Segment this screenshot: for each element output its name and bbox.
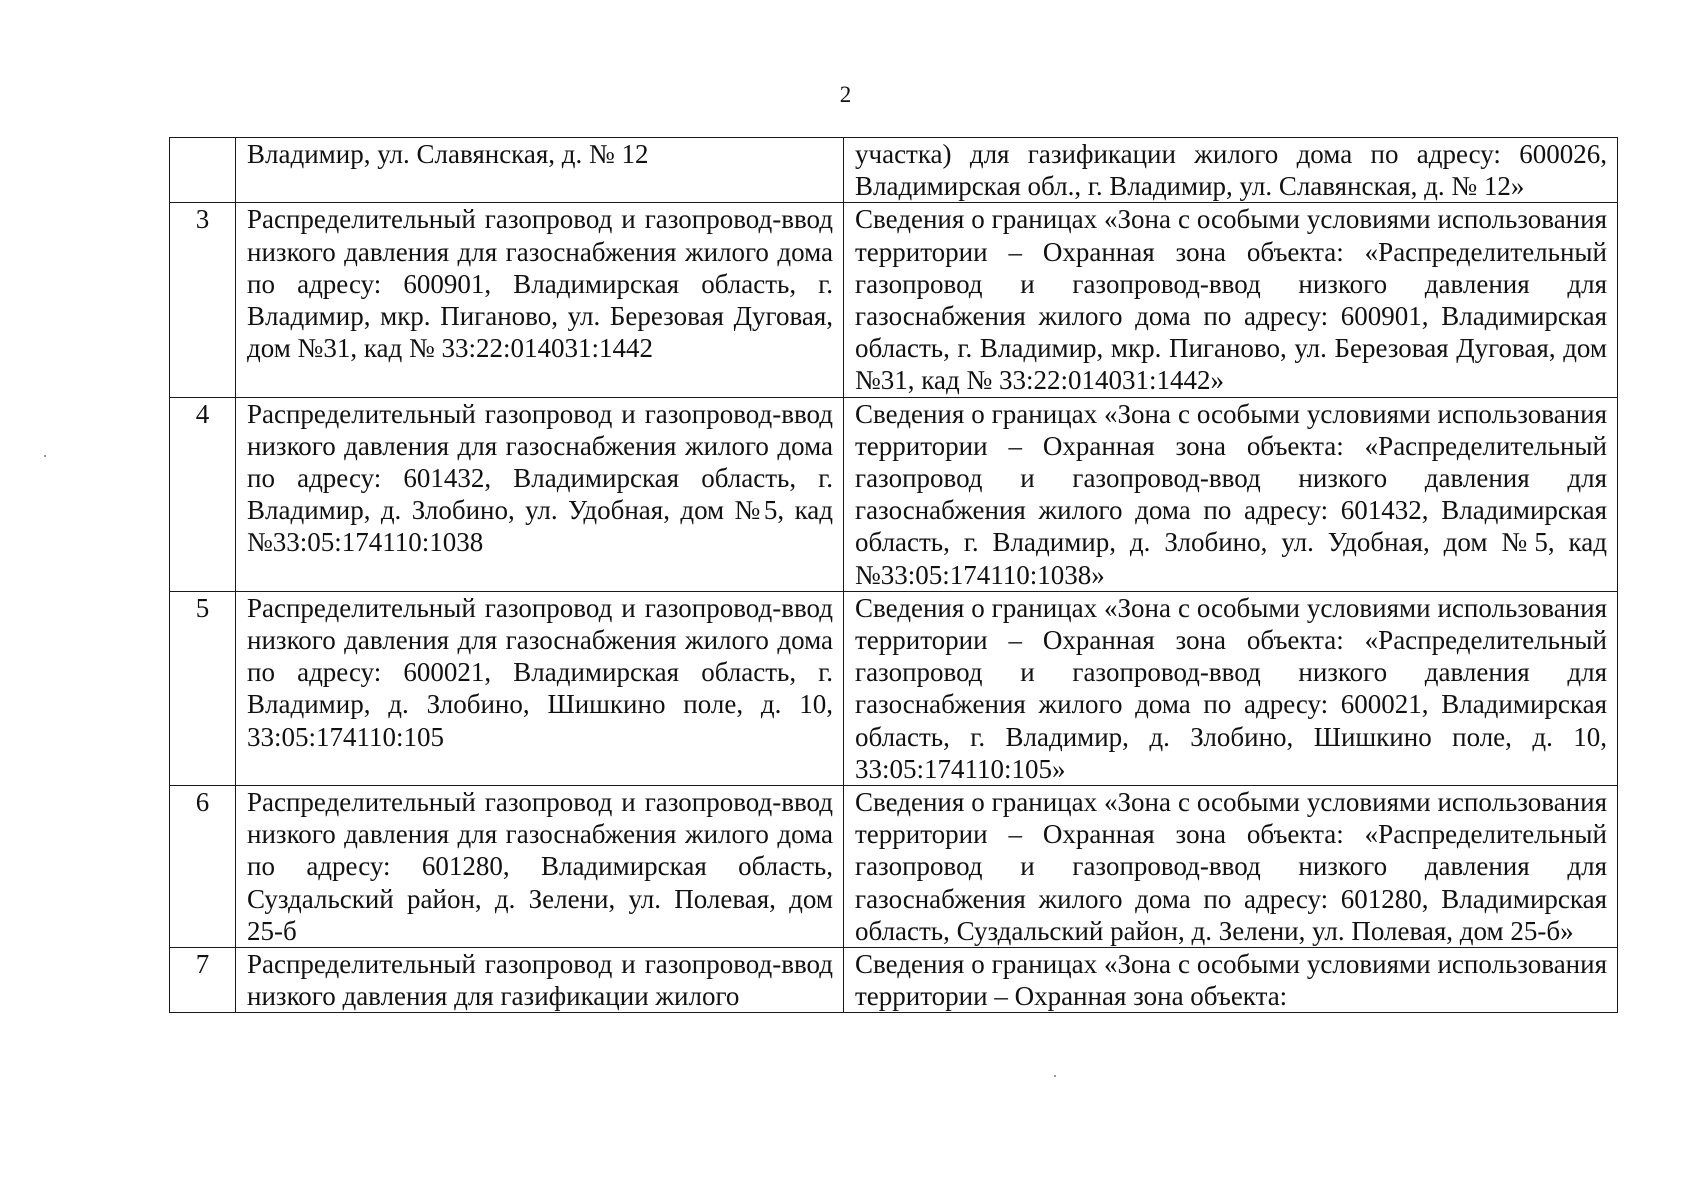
object-description-text: Распределительный газопровод и газопровод-ввод низкого давления для газификации жилого	[247, 949, 833, 1012]
object-description: Владимир, ул. Славянская, д. № 12	[236, 138, 844, 203]
page-number: 2	[839, 82, 852, 107]
object-description	[236, 948, 844, 1013]
object-description: Распределительный газопровод и газопровод-ввод низкого давления для газоснабжения жилого дома по адресу: 600021, Владимирская область, г. Владимир, д. Злобино, Шишкино поле, д. 10, 33:05:174110:105	[236, 591, 844, 785]
row-number	[170, 138, 236, 203]
zones-table	[169, 137, 1618, 1013]
table-row	[170, 203, 1618, 397]
table-row	[170, 397, 1618, 591]
table-row	[170, 948, 1618, 1013]
object-description: Распределительный газопровод и газопровод-ввод низкого давления для газоснабжения жилого дома по адресу: 601280, Владимирская область, Суздальский район, д. Зелени, ул. Полевая, дом 25-б	[236, 786, 844, 948]
row-number: 4	[170, 397, 236, 591]
scan-speck	[44, 455, 46, 457]
zone-info: Сведения о границах «Зона с особыми условиями использования территории – Охранная зона объекта: «Распределительный газопровод и газопровод-ввод низкого давления для газоснабжения жилого дома по адресу: 600021, Владимирская область, г. Владимир, д. Злобино, Шишкино поле, д. 10, 33:05:174110:105»	[844, 591, 1618, 785]
row-number: 6	[170, 786, 236, 948]
row-number-text: 7	[195, 949, 210, 980]
zone-info-text: Сведения о границах «Зона с особыми условиями использования территории – Охранная зона объекта:	[855, 949, 1607, 1012]
table-row	[170, 591, 1618, 785]
object-description: Распределительный газопровод и газопровод-ввод низкого давления для газоснабжения жилого дома по адресу: 600901, Владимирская область, г. Владимир, мкр. Пиганово, ул. Березовая Дуговая, дом №31, кад № 33:22:014031:1442	[236, 203, 844, 397]
zone-info: участка) для газификации жилого дома по адресу: 600026, Владимирская обл., г. Владимир, ул. Славянская, д. № 12»	[844, 138, 1618, 203]
row-number: 5	[170, 591, 236, 785]
zone-info: Сведения о границах «Зона с особыми условиями использования территории – Охранная зона объекта: «Распределительный газопровод и газопровод-ввод низкого давления для газоснабжения жилого дома по адресу: 601432, Владимирская область, г. Владимир, д. Злобино, ул. Удобная, дом №5, кад №33:05:174110:1038»	[844, 397, 1618, 591]
table-row	[170, 786, 1618, 948]
object-description: Распределительный газопровод и газопровод-ввод низкого давления для газоснабжения жилого дома по адресу: 601432, Владимирская область, г. Владимир, д. Злобино, ул. Удобная, дом №5, кад №33:05:174110:1038	[236, 397, 844, 591]
row-number	[170, 948, 236, 1013]
row-number: 3	[170, 203, 236, 397]
scan-speck	[1054, 1075, 1056, 1077]
zone-info: Сведения о границах «Зона с особыми условиями использования территории – Охранная зона объекта: «Распределительный газопровод и газопровод-ввод низкого давления для газоснабжения жилого дома по адресу: 601280, Владимирская область, Суздальский район, д. Зелени, ул. Полевая, дом 25-б»	[844, 786, 1618, 948]
zone-info: Сведения о границах «Зона с особыми условиями использования территории – Охранная зона объекта: «Распределительный газопровод и газопровод-ввод низкого давления для газоснабжения жилого дома по адресу: 600901, Владимирская область, г. Владимир, мкр. Пиганово, ул. Березовая Дуговая, дом №31, кад № 33:22:014031:1442»	[844, 203, 1618, 397]
zone-info	[844, 948, 1618, 1013]
table-row	[170, 138, 1618, 203]
